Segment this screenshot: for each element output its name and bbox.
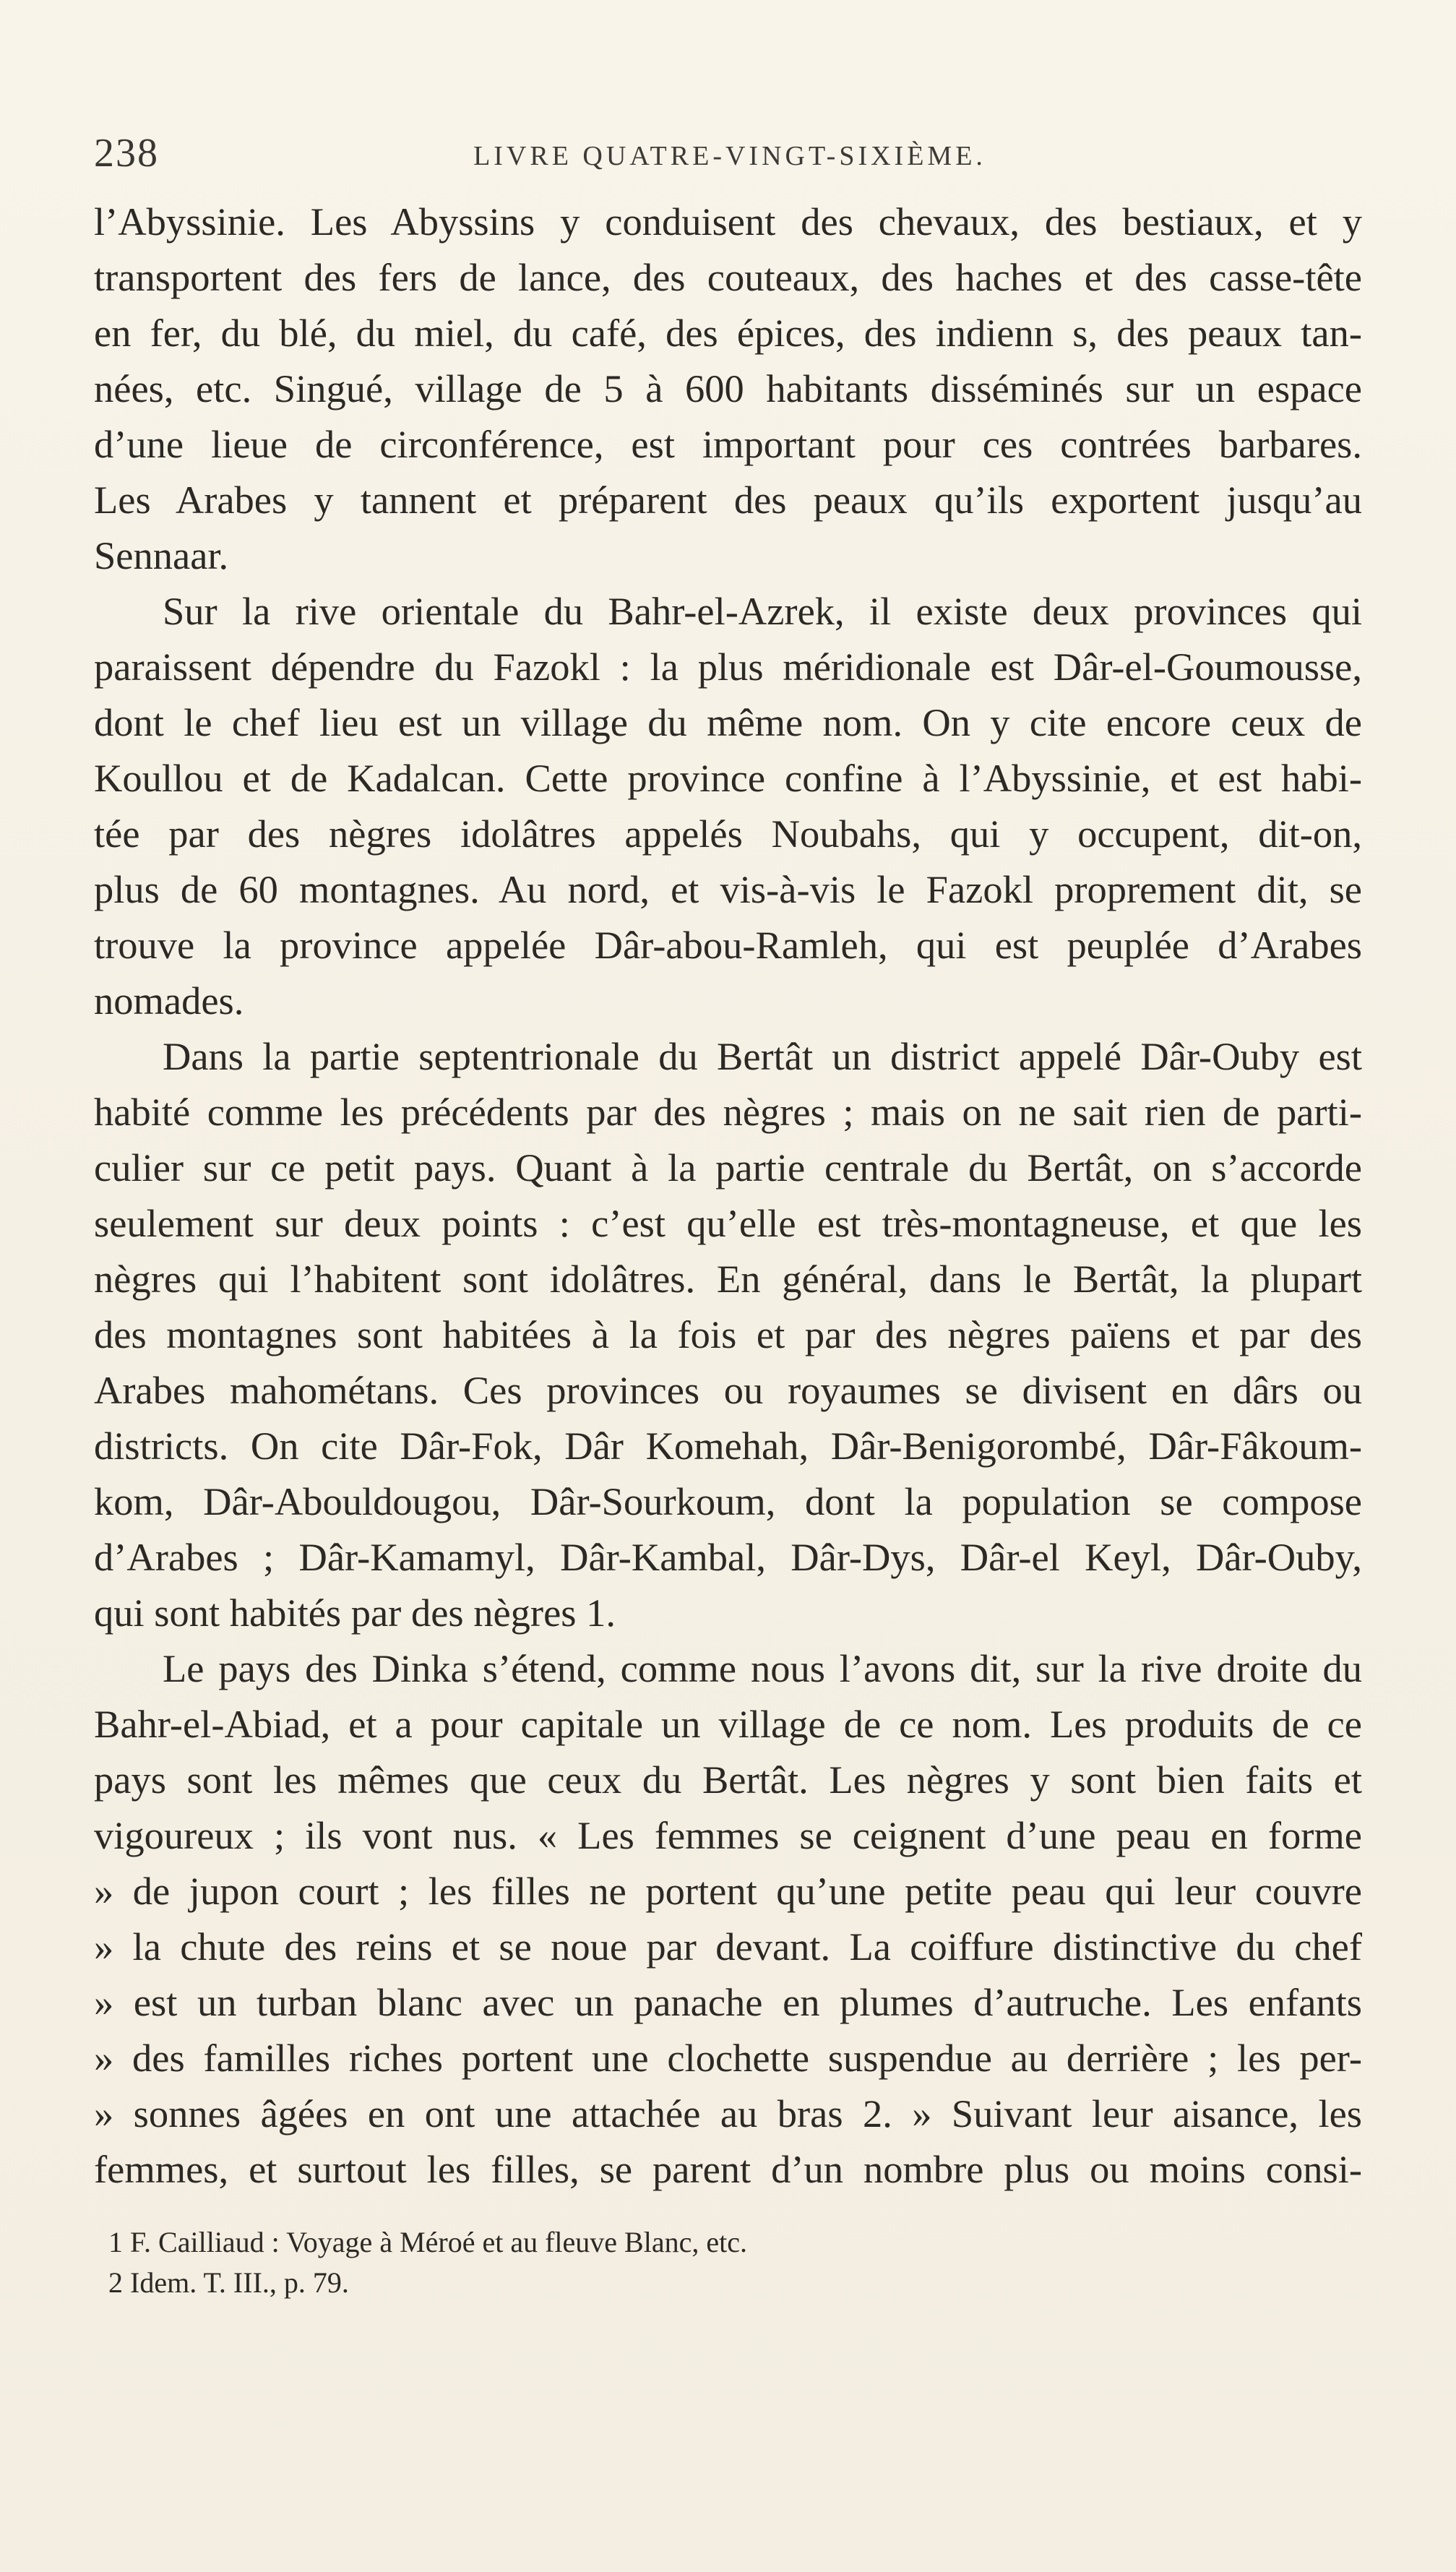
footnote-1: 1 F. Cailliaud : Voyage à Méroé et au fleuve Blanc, etc.	[108, 2226, 747, 2258]
body-text	[94, 194, 1362, 2197]
text-line: nées, etc. Singué, village de 5 à 600 habitants disséminés sur un espace	[94, 366, 1362, 410]
text-line: l’Abyssinie. Les Abyssins y conduisent des chevaux, des bestiaux, et y	[94, 199, 1362, 244]
paragraph-3	[94, 1028, 1362, 1640]
text-line: paraissent dépendre du Fazokl : la plus méridionale est Dâr-el-Goumousse,	[94, 645, 1362, 689]
running-head: LIVRE QUATRE-VINGT-SIXIÈME.	[473, 141, 986, 171]
text-line: » sonnes âgées en ont une attachée au bras 2. » Suivant leur aisance, les	[94, 2091, 1362, 2136]
text-line: seulement sur deux points : c’est qu’elle est très-montagneuse, et que les	[94, 1201, 1362, 1245]
text-line: vigoureux ; ils vont nus. « Les femmes se ceignent d’une peau en forme	[94, 1813, 1362, 1857]
text-line: d’Arabes ; Dâr-Kamamyl, Dâr-Kambal, Dâr-Dys, Dâr-el Keyl, Dâr-Ouby,	[94, 1535, 1362, 1579]
text-line: Sur la rive orientale du Bahr-el-Azrek, il existe deux provinces qui	[163, 589, 1362, 633]
text-line: femmes, et surtout les filles, se parent d’un nombre plus ou moins consi-	[94, 2147, 1362, 2191]
text-line: kom, Dâr-Abouldougou, Dâr-Sourkoum, dont la population se compose	[94, 1479, 1362, 1523]
text-line: » la chute des reins et se noue par devant. La coiffure distinctive du chef	[94, 1924, 1362, 1969]
page-header	[94, 130, 1366, 188]
text-line: en fer, du blé, du miel, du café, des épices, des indienn s, des peaux tan-	[94, 311, 1362, 355]
text-line: d’une lieue de circonférence, est important pour ces contrées barbares.	[94, 422, 1362, 466]
footnotes	[108, 2222, 1265, 2303]
text-line: Dans la partie septentrionale du Bertât un district appelé Dâr-Ouby est	[163, 1034, 1362, 1078]
paragraph-2	[94, 583, 1362, 1028]
page-number: 238	[94, 131, 159, 176]
text-line: culier sur ce petit pays. Quant à la partie centrale du Bertât, on s’accorde	[94, 1145, 1362, 1190]
text-line: » des familles riches portent une clochette suspendue au derrière ; les per-	[94, 2036, 1362, 2080]
text-line: nomades.	[94, 979, 244, 1023]
text-line: » est un turban blanc avec un panache en plumes d’autruche. Les enfants	[94, 1980, 1362, 2024]
text-line: districts. On cite Dâr-Fok, Dâr Komehah, Dâr-Benigorombé, Dâr-Fâkoum-	[94, 1424, 1362, 1468]
text-line: des montagnes sont habitées à la fois et par des nègres païens et par des	[94, 1312, 1362, 1356]
text-line: pays sont les mêmes que ceux du Bertât. Les nègres y sont bien faits et	[94, 1758, 1362, 1802]
paragraph-4	[94, 1640, 1362, 2197]
text-line: habité comme les précédents par des nègres ; mais on ne sait rien de parti-	[94, 1090, 1362, 1134]
text-line: tée par des nègres idolâtres appelés Noubahs, qui y occupent, dit-on,	[94, 812, 1362, 856]
text-line: plus de 60 montagnes. Au nord, et vis-à-vis le Fazokl proprement dit, se	[94, 867, 1362, 911]
text-line: Bahr-el-Abiad, et a pour capitale un village de ce nom. Les produits de ce	[94, 1702, 1362, 1746]
text-line: Les Arabes y tannent et préparent des peaux qu’ils exportent jusqu’au	[94, 478, 1362, 522]
text-line: trouve la province appelée Dâr-abou-Ramleh, qui est peuplée d’Arabes	[94, 923, 1362, 967]
text-line: nègres qui l’habitent sont idolâtres. En général, dans le Bertât, la plupart	[94, 1257, 1362, 1301]
text-line: qui sont habités par des nègres 1.	[94, 1591, 616, 1635]
text-line: » de jupon court ; les filles ne portent qu’une petite peau qui leur couvre	[94, 1869, 1362, 1913]
footnote-2: 2 Idem. T. III., p. 79.	[108, 2266, 349, 2299]
text-line: Arabes mahométans. Ces provinces ou royaumes se divisent en dârs ou	[94, 1368, 1362, 1412]
paragraph-1	[94, 194, 1362, 583]
text-line: transportent des fers de lance, des couteaux, des haches et des casse-tête	[94, 255, 1362, 299]
text-line: Sennaar.	[94, 533, 229, 577]
text-line: Koullou et de Kadalcan. Cette province confine à l’Abyssinie, et est habi-	[94, 756, 1362, 800]
text-line: dont le chef lieu est un village du même nom. On y cite encore ceux de	[94, 700, 1362, 744]
text-line: Le pays des Dinka s’étend, comme nous l’avons dit, sur la rive droite du	[163, 1646, 1362, 1690]
